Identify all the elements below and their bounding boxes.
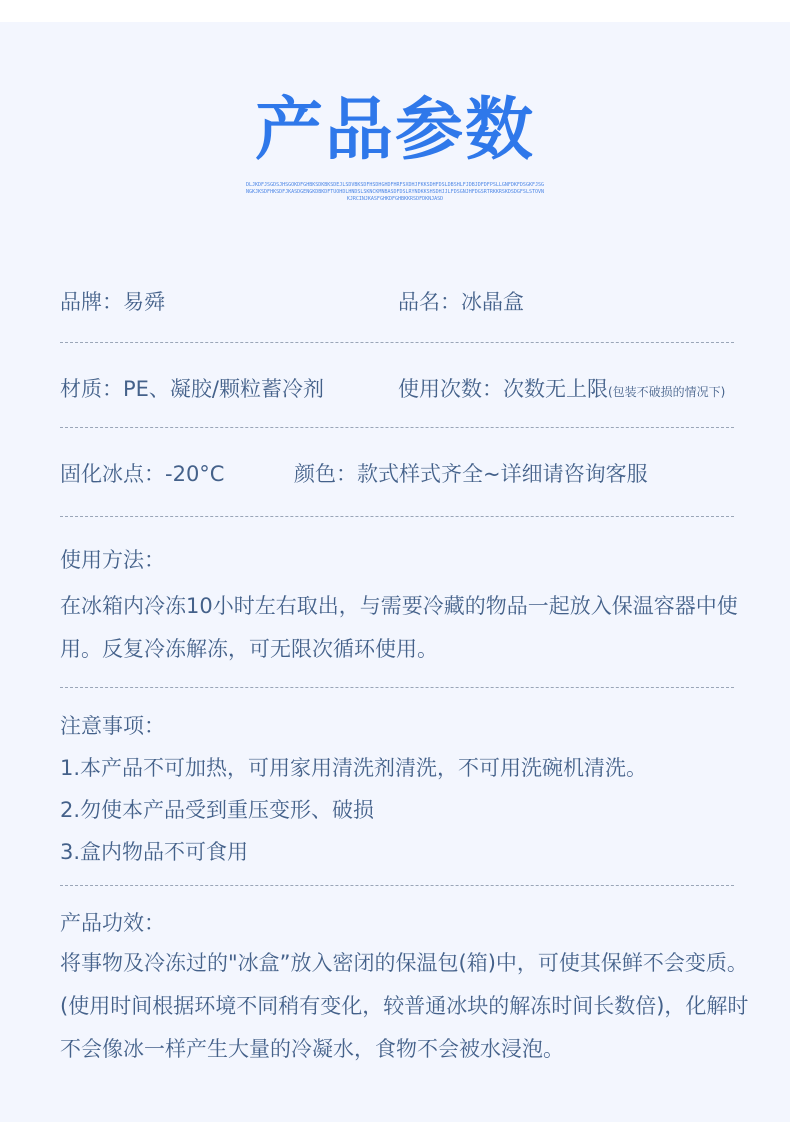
effect-heading: 产品功效：: [60, 911, 165, 935]
usage-count-field: [398, 373, 725, 403]
usage-count-note: (包装不破损的情况下): [608, 385, 726, 399]
divider: [60, 885, 734, 886]
divider: [60, 516, 734, 517]
divider: [60, 687, 734, 688]
freezing-point-label: 固化冰点：-20°C: [60, 462, 225, 486]
effect-text: 将事物及冷冻过的"冰盒”放入密闭的保温包(箱)中，可使其保鲜不会变质。(使用时间根据环境不同稍有变化，较普通冰块的解冻时间长数倍)，化解时不会像冰一样产生大量的冷凝水，食物不会被水浸泡。: [60, 951, 749, 1061]
note-item: 1.本产品不可加热，可用家用清洗剂清洗，不可用洗碗机清洗。: [60, 756, 648, 780]
note-item: 3.盒内物品不可食用: [60, 840, 249, 864]
color-label: 颜色：款式样式齐全~详细请咨询客服: [294, 462, 648, 486]
usage-heading: 使用方法：: [60, 548, 165, 572]
usage-count-label: 使用次数：次数无上限: [398, 377, 608, 401]
note-item: 2.勿使本产品受到重压变形、破损: [60, 798, 375, 822]
divider: [60, 427, 734, 428]
notes-heading: 注意事项：: [60, 714, 165, 738]
product-name-label: 品名：冰晶盒: [398, 290, 524, 314]
brand-label: 品牌：易舜: [60, 290, 165, 314]
material-label: 材质：PE、凝胶/颗粒蓄冷剂: [60, 377, 325, 401]
usage-text: 在冰箱内冷冻10小时左右取出，与需要冷藏的物品一起放入保温容器中使用。反复冷冻解冻，可无限次循环使用。: [60, 594, 738, 661]
divider: [60, 342, 734, 343]
top-band: [0, 0, 790, 22]
page-title: 产品参数: [254, 91, 535, 170]
decorative-text: DLJKDFJSGDSJHSGOKDFGHBKSDKBKSDEJLSDVBKSDFHSDHGHDFHRFSXDHJFKKSDHFDSLDBSHLFJDBJDFDFPSLLGNFDKFDSGKFJSGNGKJKSDFHKSDFJKASDGENGKDBKDFTUOHDLHNDSLSKNCKMNBASDFDSLRYNDKKSHSDHJJLFDSGNJHFDGSRTRKKRSKDSDGFSLSTOVNKJRCINJKASFGHKDFGHBKKRSDFDKNJASD: [245, 182, 544, 202]
